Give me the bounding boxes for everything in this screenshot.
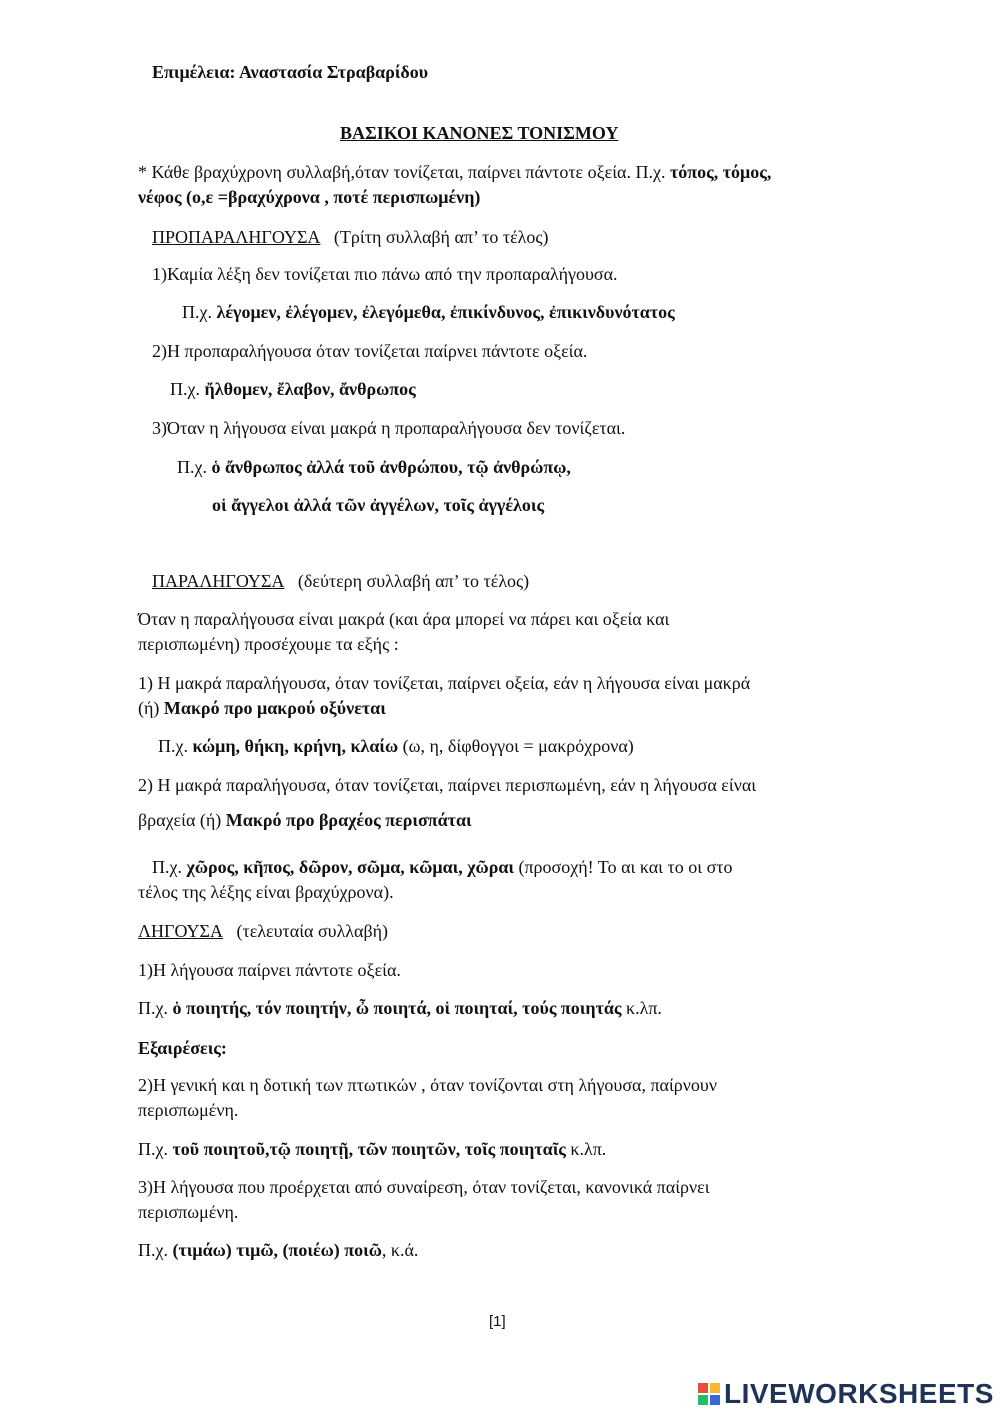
ligousa-rule-1: 1)Η λήγουσα παίρνει πάντοτε οξεία.: [138, 960, 401, 980]
paralig-para-2: περισπωμένη) προσέχουμε τα εξής :: [138, 634, 399, 654]
ligousa-rule-2: 2)Η γενική και η δοτική των πτωτικών , όταν τονίζονται στη λήγουσα, παίρνουν: [138, 1075, 717, 1095]
ligousa-rule-3-cont: περισπωμένη.: [138, 1202, 239, 1222]
ligousa-rule-2-cont: περισπωμένη.: [138, 1100, 239, 1120]
proparalig-example-2: Π.χ. ἤλθομεν, ἔλαβον, ἄνθρωπος: [170, 379, 416, 399]
ligousa-example-3: Π.χ. (τιμάω) τιμῶ, (ποιέω) ποιῶ, κ.ά.: [138, 1240, 419, 1260]
paralig-rule-2: 2) Η μακρά παραλήγουσα, όταν τονίζεται, παίρνει περισπωμένη, εάν η λήγουσα είναι: [138, 775, 757, 795]
logo-square-green: [698, 1395, 708, 1405]
ligousa-example-2: Π.χ. τοῦ ποιητοῦ,τῷ ποιητῇ, τῶν ποιητῶν, τοῖς ποιηταῖς κ.λπ.: [138, 1139, 607, 1159]
paralig-rule-1-name: (ή) Μακρό προ μακρού οξύνεται: [138, 698, 386, 718]
section-heading-proparaligousa: ΠΡΟΠΑΡΑΛΗΓΟΥΣΑ (Τρίτη συλλαβή απ’ το τέλος): [152, 227, 549, 247]
paralig-example-1: Π.χ. κώμη, θήκη, κρήνη, κλαίω (ω, η, δίφθογγοι = μακρόχρονα): [158, 736, 634, 756]
paralig-example-2b: τέλος της λέξης είναι βραχύχρονα).: [138, 882, 394, 902]
logo-square-yellow: [710, 1383, 720, 1393]
section-heading-paraligousa: ΠΑΡΑΛΗΓΟΥΣΑ (δεύτερη συλλαβή απ’ το τέλος): [152, 571, 530, 591]
ligousa-exceptions-label: Εξαιρέσεις:: [138, 1038, 227, 1058]
section-heading-ligousa: ΛΗΓΟΥΣΑ (τελευταία συλλαβή): [138, 921, 389, 941]
paralig-rule-2-name: βραχεία (ή) Μακρό προ βραχέος περισπάται: [138, 810, 472, 830]
logo-square-red: [698, 1383, 708, 1393]
intro-line-2: νέφος (ο,ε =βραχύχρονα , ποτέ περισπωμένη): [138, 187, 481, 207]
logo-square-blue: [710, 1395, 720, 1405]
proparalig-rule-1: 1)Καμία λέξη δεν τονίζεται πιο πάνω από την προπαραλήγουσα.: [152, 264, 618, 284]
proparalig-rule-2: 2)Η προπαραλήγουσα όταν τονίζεται παίρνει πάντοτε οξεία.: [152, 341, 588, 361]
editor-credit: Επιμέλεια: Αναστασία Στραβαρίδου: [152, 62, 429, 82]
intro-line-1: * Κάθε βραχύχρονη συλλαβή,όταν τονίζεται, παίρνει πάντοτε οξεία. Π.χ. τόπος, τόμος,: [138, 162, 772, 182]
liveworksheets-logo: [698, 1378, 994, 1410]
paralig-para-1: Όταν η παραλήγουσα είναι μακρά (και άρα μπορεί να πάρει και οξεία και: [138, 609, 670, 629]
proparalig-rule-3: 3)Όταν η λήγουσα είναι μακρά η προπαραλήγουσα δεν τονίζεται.: [152, 418, 626, 438]
paralig-rule-1: 1) Η μακρά παραλήγουσα, όταν τονίζεται, παίρνει οξεία, εάν η λήγουσα είναι μακρά: [138, 673, 751, 693]
ligousa-rule-3: 3)Η λήγουσα που προέρχεται από συναίρεση, όταν τονίζεται, κανονικά παίρνει: [138, 1177, 710, 1197]
proparalig-example-3b: οἱ ἄγγελοι ἀλλά τῶν ἀγγέλων, τοῖς ἀγγέλοις: [212, 495, 545, 515]
proparalig-example-1: Π.χ. λέγομεν, ἐλέγομεν, ἐλεγόμεθα, ἐπικίνδυνος, ἐπικινδυνότατος: [182, 302, 675, 322]
page-number: [1]: [489, 1313, 506, 1330]
liveworksheets-logo-icon: [698, 1383, 720, 1405]
proparalig-example-3: Π.χ. ὁ ἄνθρωπος ἀλλά τοῦ ἀνθρώπου, τῷ ἀνθρώπῳ,: [177, 457, 571, 477]
page-title: ΒΑΣΙΚΟΙ ΚΑΝΟΝΕΣ ΤΟΝΙΣΜΟΥ: [340, 123, 619, 143]
ligousa-example-1: Π.χ. ὁ ποιητής, τόν ποιητήν, ὦ ποιητά, οἱ ποιηταί, τούς ποιητάς κ.λπ.: [138, 998, 662, 1018]
paralig-example-2: Π.χ. χῶρος, κῆπος, δῶρον, σῶμα, κῶμαι, χῶραι (προσοχή! Το αι και το οι στο: [152, 857, 733, 877]
liveworksheets-logo-text: LIVEWORKSHEETS: [724, 1378, 994, 1409]
